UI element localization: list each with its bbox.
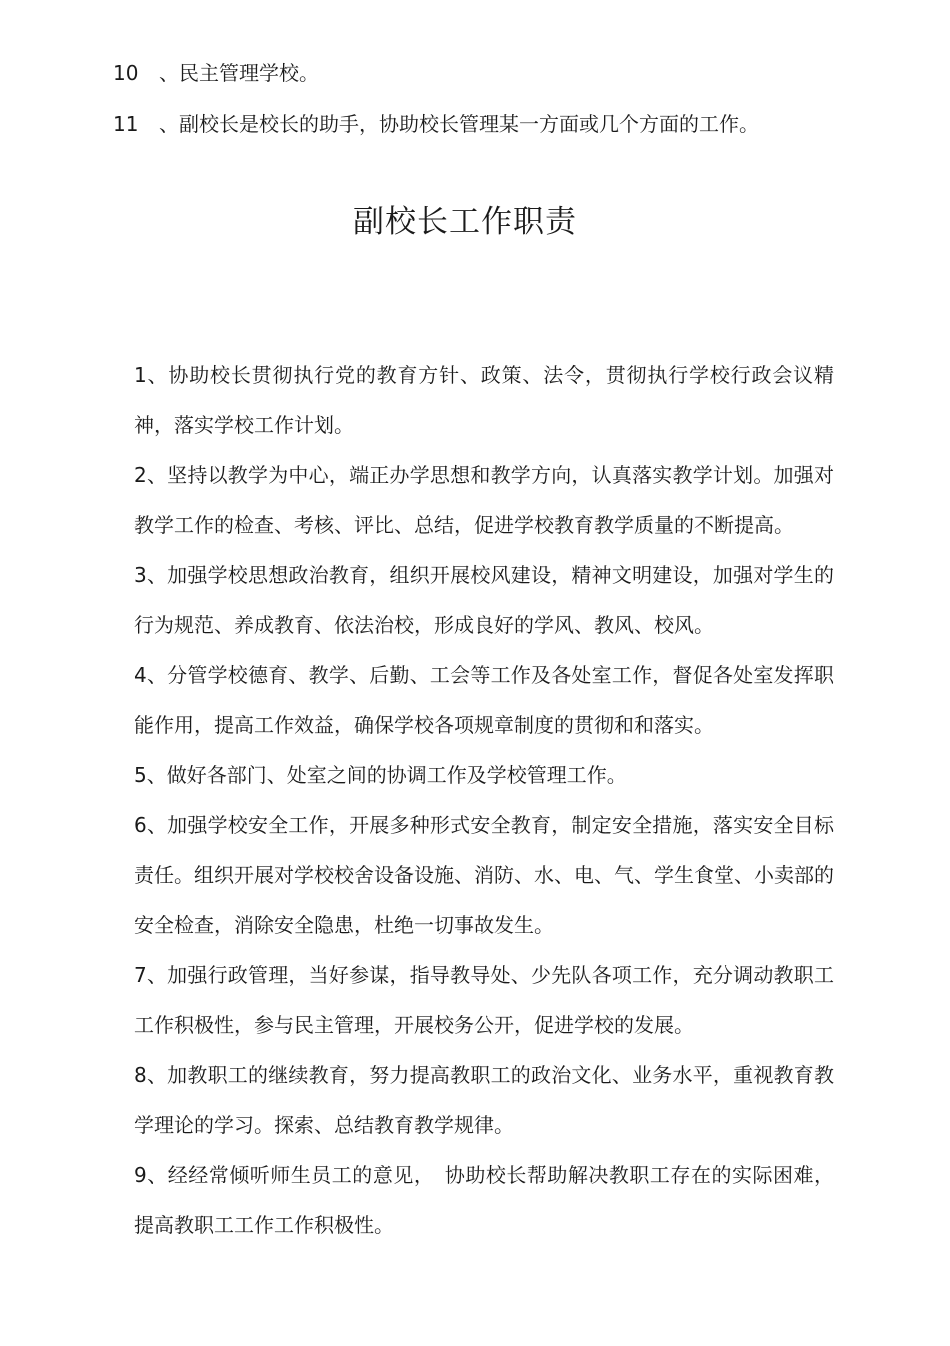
duty-item-4: 4、分管学校德育、教学、后勤、工会等工作及各处室工作，督促各处室发挥职能作用，提高工作效益，确保学校各项规章制度的贯彻和和落实。 [134, 663, 834, 737]
page-title: 副校长工作职责 [353, 204, 577, 240]
duty-item-3: 3、加强学校思想政治教育，组织开展校风建设，精神文明建设，加强对学生的行为规范、养成教育、依法治校，形成良好的学风、教风、校风。 [134, 563, 834, 637]
duty-item-9: 9、经经常倾听师生员工的意见， 协助校长帮助解决教职工存在的实际困难，提高教职工工作工作积极性。 [134, 1163, 834, 1237]
duty-item-7: 7、加强行政管理，当好参谋，指导教导处、少先队各项工作，充分调动教职工工作积极性，参与民主管理，开展校务公开，促进学校的发展。 [134, 963, 834, 1037]
duty-item-1: 1、协助校长贯彻执行党的教育方针、政策、法令，贯彻执行学校行政会议精神，落实学校工作计划。 [134, 363, 834, 437]
header-item-10 [113, 59, 319, 87]
duty-list [134, 350, 834, 1250]
duty-item-8: 8、加教职工的继续教育，努力提高教职工的政治文化、业务水平，重视教育教学理论的学习。探索、总结教育教学规律。 [134, 1063, 834, 1137]
duty-item-2: 2、坚持以教学为中心，端正办学思想和教学方向，认真落实教学计划。加强对教学工作的检查、考核、评比、总结，促进学校教育教学质量的不断提高。 [134, 463, 834, 537]
header-item-11 [113, 110, 759, 138]
header-item-number: 10 [113, 61, 139, 85]
header-item-text: 、副校长是校长的助手，协助校长管理某一方面或几个方面的工作。 [159, 112, 759, 136]
header-item-number: 11 [113, 112, 139, 136]
duty-item-5: 5、做好各部门、处室之间的协调工作及学校管理工作。 [134, 763, 627, 787]
header-item-text: 、民主管理学校。 [159, 61, 319, 85]
duty-item-6: 6、加强学校安全工作，开展多种形式安全教育，制定安全措施，落实安全目标责任。组织开展对学校校舍设备设施、消防、水、电、气、学生食堂、小卖部的安全检查，消除安全隐患，杜绝一切事故发生。 [134, 813, 834, 937]
